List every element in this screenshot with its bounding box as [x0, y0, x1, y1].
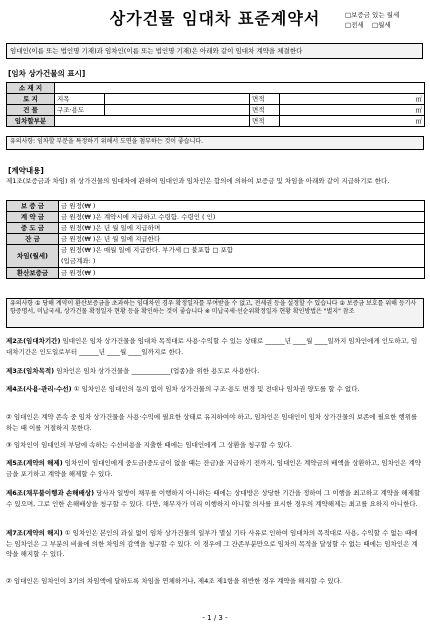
down-payment-label: 계 약 금 [7, 212, 59, 223]
interim-payment-label: 중 도 금 [7, 223, 59, 234]
row-down-payment [7, 212, 425, 223]
monthly-rent-field[interactable]: 금 원정(₩ )은 매월 일에 지급한다. 부가세 □ 불포함 □ 포함 (입금계좌: ) [59, 245, 425, 268]
row-converted-deposit [7, 268, 425, 279]
interim-payment-field[interactable]: 금 원정(₩ )은 년 월 일에 지급하며 [59, 223, 425, 234]
article-5: 제5조(계약의 해제) 임차인이 임대인에게 중도금(중도금이 없을 때는 잔금)을 지급하기 전까지, 임대인은 계약금의 배액을 상환하고, 임차인은 계약금을 포기하고 계약을 해제할 수 있다. [6, 459, 422, 478]
building-area-label: 면적 [250, 105, 280, 116]
option-jeonse[interactable]: □전세 □월세 [345, 21, 391, 29]
monthly-rent-label: 차임(월세) [7, 245, 59, 268]
leased-area-label: 면적 [250, 116, 280, 127]
land-label: 토 지 [7, 94, 55, 105]
balance-field[interactable]: 금 원정(₩ )은 년 월 일에 지급한다 [59, 234, 425, 245]
row-location [7, 83, 425, 94]
page-number: - 1 / 3 - [202, 614, 228, 622]
location-label: 소 재 지 [7, 83, 55, 94]
land-category-label: 지목 [55, 94, 105, 105]
row-land [7, 94, 425, 105]
article-6: 제6조(채무불이행과 손해배상) 당사자 일방이 채무를 이행하지 아니하는 때에는 상대방은 상당한 기간을 정하여 그 이행을 최고하고 계약을 해제할 수 있으며, 그로 인한 손해배상을 청구할 수 있다. 다만, 채무자가 미리 이행하지 아니할 의사를 표시한 경우의 계약해제는 최고를 요하지 아니한다. [6, 489, 421, 508]
option-deposit-monthly[interactable]: □보증금 있는 월세 [345, 11, 400, 19]
leased-part-label: 임차할부분 [7, 116, 55, 127]
contract-type-options [345, 10, 399, 30]
payment-note: 유의사항 ① 당해 계약이 환산보증금을 초과하는 임대차인 경우 확정일자를 부여받을 수 없고, 전세권 등을 설정할 수 있습니다 ② 보증금 보호를 위해 등기사항증명서, 미납국세, 상가건물 확정일자 현황 등을 확인하는 것이 좋습니다 ※ 미납국세·선순위확정일자 현황 확인방법은 "별지" 참조 [6, 298, 424, 328]
deposit-field[interactable]: 금 원정(₩ ) [59, 201, 425, 212]
article-4-2: ② 임대인은 계약 존속 중 임차 상가건물을 사용·수익에 필요한 상태로 유지하여야 하고, 임차인은 임대인이 임차 상가건물의 보존에 필요한 행위를 하는 때 이를 거절하지 못한다. [6, 413, 418, 432]
document-title: 상가건물 임대차 표준계약서 [109, 9, 321, 28]
section-property-label: [임차 상가건물의 표시] [8, 69, 86, 78]
down-payment-field[interactable]: 금 원정(₩ )은 계약시에 지급하고 수령함. 수령인 ( 인) [59, 212, 425, 223]
row-leased-part [7, 116, 425, 127]
property-table [6, 82, 425, 127]
leased-part-field[interactable] [55, 116, 250, 127]
article-7-2: ② 임대인은 임차인이 3기의 차임액에 달하도록 차임을 연체하거나, 제4조 제1항을 위반한 경우 계약을 해지할 수 있다. [6, 577, 342, 585]
row-balance [7, 234, 425, 245]
row-deposit [7, 201, 425, 212]
article-1: 제1조(보증금과 차임) 위 상가건물의 임대차에 관하여 임대인과 임차인은 합의에 의하여 보증금 및 차임을 아래와 같이 지급하기로 한다. [6, 177, 390, 185]
article-3: 제3조(임차목적) 임차인은 임차 상가건물을 ____________(업종)을 위한 용도로 사용한다. [6, 367, 260, 375]
balance-label: 잔 금 [7, 234, 59, 245]
leased-area-field[interactable]: ㎡ [280, 116, 425, 127]
article-7-1: 제7조(계약의 해지) ① 임차인은 본인의 과실 없이 임차 상가건물의 일부가 멸실 기타 사유로 인하여 임대차의 목적대로 사용, 수익할 수 없는 때에는 임차인은 그 부분의 비율에 의한 차임의 감액을 청구할 수 있다. 이 경우에 그 잔존부분만으로 임차의 목적을 달성할 수 없는 때에는 임차인은 계약을 해지할 수 있다. [6, 529, 418, 558]
land-area-field[interactable]: ㎡ [280, 94, 425, 105]
land-category-field[interactable] [105, 94, 250, 105]
article-2: 제2조(임대차기간) 임대인은 임차 상가건물을 임대차 목적대로 사용·수익할 수 있는 상태로 ______년 ____월 ____일까지 임차인에게 인도하고, 임대차기간은 인도일로부터 ______년 ____월 ____일까지로 한다. [6, 337, 418, 356]
article-4-1: 제4조(사용·관리·수선) ① 임차인은 임대인의 동의 없이 임차 상가건물의 구조·용도 변경 및 전대나 임차권 양도를 할 수 없다. [6, 385, 360, 393]
deposit-label: 보 증 금 [7, 201, 59, 212]
row-monthly-rent [7, 245, 425, 268]
location-field[interactable] [55, 83, 425, 94]
structure-label: 구조·용도 [55, 105, 105, 116]
row-interim-payment [7, 223, 425, 234]
property-note: 유의사항: 임차할 부분을 특정하기 위해서 도면을 첨부하는 것이 좋습니다. [6, 136, 424, 150]
bank-account-field[interactable]: (입금계좌: ) [61, 257, 96, 265]
row-building [7, 105, 425, 116]
payment-table [6, 200, 425, 279]
structure-field[interactable] [105, 105, 250, 116]
building-area-field[interactable]: ㎡ [280, 105, 425, 116]
intro-sentence: 임대인(이름 또는 법인명 기재)과 임차인(이름 또는 법인명 기재)은 아래와 같이 임대차 계약을 체결한다 [6, 43, 423, 59]
building-label: 건 물 [7, 105, 55, 116]
land-area-label: 면적 [250, 94, 280, 105]
option-monthly[interactable]: □월세 [371, 21, 391, 29]
section-contract-label: [계약내용] [8, 166, 44, 175]
article-4-3: ③ 임차인이 임대인의 부담에 속하는 수선비용을 지출한 때에는 임대인에게 그 상환을 청구할 수 있다. [6, 441, 292, 449]
converted-deposit-label: 환산보증금 [7, 268, 59, 279]
converted-deposit-field[interactable]: 금 원정(₩ ) [59, 268, 425, 279]
